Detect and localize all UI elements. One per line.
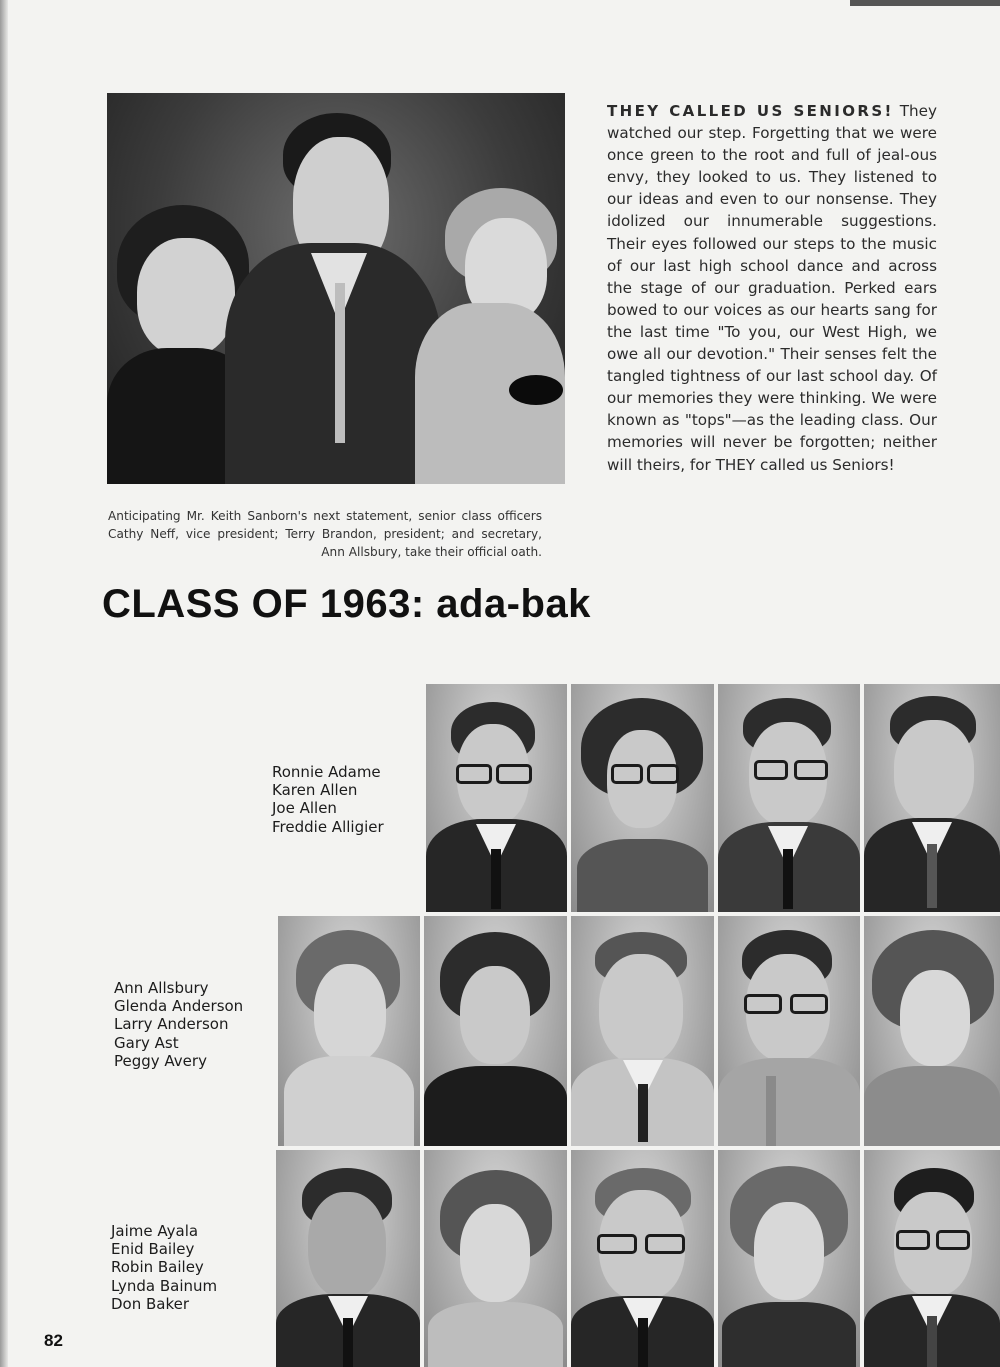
student-name: Enid Bailey: [111, 1240, 195, 1259]
student-name: Gary Ast: [114, 1033, 179, 1052]
portrait-photo: [424, 1150, 567, 1367]
student-name: Glenda Anderson: [114, 997, 244, 1016]
story-body: They watched our step. Forgetting that we were once green to the root and full of jeal-ous envy, they looked to us. They listened to our ideas and even to our nonsense. They idolized our innumerable suggestions. Their eyes followed our steps to the music of our last high school dance and across the stage of our graduation. Perked ears bowed to our voices as our hearts sang for the last time "To you, our West High, we owe all our devotion." Their senses felt the tangled tightness of our last school day. Of our memories they were thinking. We were known as "tops"—as the leading class. Our memories will never be forgotten; neither will theirs, for THEY called us Seniors!: [607, 102, 937, 474]
name-list-row-2: [114, 979, 243, 1070]
student-name: Joe Allen: [272, 799, 337, 818]
student-name: Robin Bailey: [111, 1258, 204, 1277]
portrait-photo: [571, 916, 714, 1146]
student-name: Jaime Ayala: [111, 1222, 199, 1240]
student-name: Larry Anderson: [114, 1015, 229, 1034]
portrait-photo: [718, 1150, 860, 1367]
portrait-photo: [864, 916, 1000, 1146]
story-lead: THEY CALLED US SENIORS!: [607, 102, 894, 120]
portrait-photo: [426, 684, 567, 912]
student-name: Karen Allen: [272, 781, 358, 800]
portrait-photo: [718, 684, 860, 912]
student-name: Freddie Alligier: [272, 817, 384, 836]
student-name: Lynda Bainum: [111, 1276, 218, 1295]
portrait-photo: [278, 916, 420, 1146]
portrait-photo: [276, 1150, 420, 1367]
portrait-photo: [718, 916, 860, 1146]
name-list-row-3: [111, 1222, 217, 1313]
page-number: 82: [44, 1331, 63, 1350]
page-edge-top: [850, 0, 1000, 6]
student-name: Peggy Avery: [114, 1051, 207, 1070]
portrait-photo: [424, 916, 567, 1146]
student-name: Ronnie Adame: [272, 763, 381, 781]
class-heading: CLASS OF 1963: ada-bak: [102, 582, 591, 626]
photo-caption: Anticipating Mr. Keith Sanborn's next statement, senior class officers Cathy Neff, vice president; Terry Brandon, president; and secretary, Ann Allsbury, take their official oath.: [108, 509, 542, 559]
story-text: [607, 100, 937, 476]
student-name: Ann Allsbury: [114, 979, 209, 997]
page-edge: [0, 0, 8, 1367]
officers-photo: [107, 93, 565, 484]
portrait-photo: [864, 684, 1000, 912]
portrait-photo: [864, 1150, 1000, 1367]
name-list-row-1: [272, 763, 384, 836]
portrait-photo: [571, 1150, 714, 1367]
portrait-photo: [571, 684, 714, 912]
student-name: Don Baker: [111, 1294, 190, 1313]
